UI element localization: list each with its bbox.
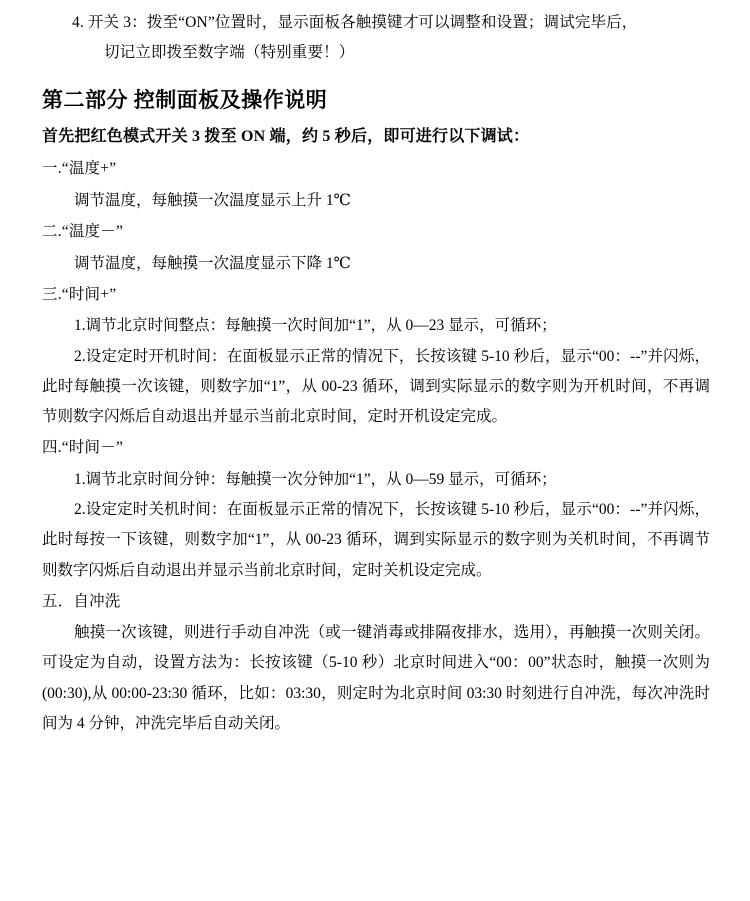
item-title-1: 一.“温度+” bbox=[42, 160, 117, 178]
item-3-paragraph-1: 1.调节北京时间整点：每触摸一次时间加“1”，从 0—23 显示，可循环； bbox=[74, 317, 557, 335]
item-title-2: 二.“温度－” bbox=[42, 223, 124, 241]
item-2-paragraph-1: 调节温度，每触摸一次温度显示下降 1℃ bbox=[74, 254, 351, 272]
item-5-paragraph-1: 触摸一次该键，则进行手动自冲洗（或一键消毒或排隔夜排水，选用），再触摸一次则关闭。可设定为自动，设置方法为：长按该键（5-10 秒）北京时间进入“00：00”状态时，触摸一次则为(00:30),从 00:00-23:30 循环，比如：03:30，则定时为北京时间 03:30 时刻进行自冲洗，每次冲洗时间为 4 分钟，冲洗完毕后自动关闭。 bbox=[42, 624, 710, 732]
item-3-paragraph-2: 2.设定定时开机时间：在面板显示正常的情况下，长按该键 5-10 秒后，显示“00：--”并闪烁，此时每触摸一次该键，则数字加“1”，从 00-23 循环，调到实际显示的数字则为开机时间，不再调节则数字闪烁后自动退出并显示当前北京时间，定时开机设定完成。 bbox=[42, 347, 710, 426]
item-title-5: 五．自冲洗 bbox=[42, 592, 121, 610]
item-title-4: 四.“时间－” bbox=[42, 439, 124, 457]
top-item-number: 4. bbox=[72, 14, 84, 31]
item-title-3: 三.“时间+” bbox=[42, 285, 117, 303]
spacer bbox=[42, 68, 710, 71]
top-item-text-1: 开关 3：拨至“ON”位置时，显示面板各触摸键才可以调整和设置；调试完毕后， bbox=[87, 14, 638, 31]
section-heading: 第二部分 控制面板及操作说明 bbox=[42, 87, 328, 112]
item-4-paragraph-1: 1.调节北京时间分钟：每触摸一次分钟加“1”，从 0—59 显示，可循环； bbox=[74, 470, 557, 488]
item-1-paragraph-1: 调节温度，每触摸一次温度显示上升 1℃ bbox=[74, 191, 351, 209]
top-item-line-2: 切记立即拨至数字端（特别重要！） bbox=[104, 43, 355, 61]
item-4-paragraph-2: 2.设定定时关机时间：在面板显示正常的情况下，长按该键 5-10 秒后，显示“00：--”并闪烁，此时每按一下该键，则数字加“1”，从 00-23 循环，调到实际显示的数字则为关机时间，不再调节则数字闪烁后自动退出并显示当前北京时间，定时关机设定完成。 bbox=[42, 501, 710, 579]
top-item-line-1 bbox=[42, 8, 710, 38]
intro-bold-text: 首先把红色模式开关 3 拨至 ON 端，约 5 秒后，即可进行以下调试： bbox=[42, 128, 530, 146]
